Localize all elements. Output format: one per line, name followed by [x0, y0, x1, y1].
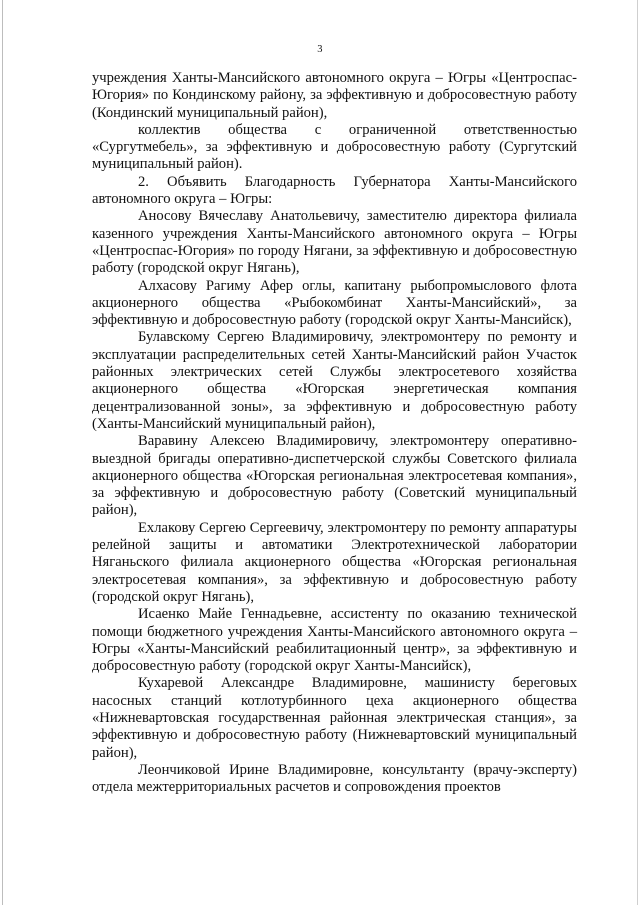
- scan-edge-right: [637, 0, 638, 905]
- paragraph-leonchikova: Леончиковой Ирине Владимировне, консультанту (врачу-эксперту) отдела межтерриториальных расчетов и сопровождения проектов: [92, 761, 577, 796]
- paragraph-varavin: Варавину Алексею Владимировичу, электромонтеру оперативно-выездной бригады оперативно-диспетчерской службы Советского филиала акционерного общества «Югорская региональная электросетевая компания», за эффективную и добросовестную работу (Советский муниципальный район),: [92, 433, 577, 519]
- paragraph-isaenko: Исаенко Майе Геннадьевне, ассистенту по оказанию технической помощи бюджетного учреждения Ханты-Мансийского автономного округа – Югры «Ханты-Мансийский реабилитационный центр», за эффективную и добросовестную работу (городской округ Ханты-Мансийск),: [92, 606, 577, 675]
- paragraph-surgutmebel: коллектив общества с ограниченной ответственностью «Сургутмебель», за эффективную и добросовестную работу (Сургутский муниципальный район).: [92, 121, 577, 173]
- paragraph-kukhareva: Кухаревой Александре Владимировне, машинисту береговых насосных станций котлотурбинного цеха акционерного общества «Нижневартовская государственная районная электрическая станция», за эффективную и добросовестную работу (Нижневартовский муниципальный район),: [92, 675, 577, 761]
- paragraph-continuation: учреждения Ханты-Мансийского автономного округа – Югры «Центроспас-Югория» по Кондинскому району, за эффективную и добросовестную работу (Кондинский муниципальный район),: [92, 70, 577, 121]
- paragraph-alkhasov: Алхасову Рагиму Афер оглы, капитану рыбопромыслового флота акционерного общества «Рыбокомбинат Ханты-Мансийский», за эффективную и добросовестную работу (городской округ Ханты-Мансийск),: [92, 277, 577, 329]
- paragraph-bulavsky: Булавскому Сергею Владимировичу, электромонтеру по ремонту и эксплуатации распределительных сетей Ханты-Мансийский район Участок районных электрических сетей Службы электросетевого хозяйства акционерного общества «Югорская энергетическая компания децентрализованной зоны», за эффективную и добросовестную работу (Ханты-Мансийский муниципальный район),: [92, 329, 577, 432]
- scan-edge-left: [2, 0, 3, 905]
- page-number: 3: [317, 44, 323, 55]
- paragraph-section-2: 2. Объявить Благодарность Губернатора Ханты-Мансийского автономного округа – Югры:: [92, 173, 577, 208]
- document-body: [92, 70, 577, 796]
- paragraph-ekhlakov: Ехлакову Сергею Сергеевичу, электромонтеру по ремонту аппаратуры релейной защиты и автоматики Электротехнической лаборатории Няганьского филиала акционерного общества «Югорская региональная электросетевая компания», за эффективную и добросовестную работу (городской округ Нягань),: [92, 519, 577, 605]
- paragraph-anosov: Аносову Вячеславу Анатольевичу, заместителю директора филиала казенного учреждения Ханты-Мансийского автономного округа – Югры «Центроспас-Югория» по городу Нягани, за эффективную и добросовестную работу (городской округ Нягань),: [92, 208, 577, 277]
